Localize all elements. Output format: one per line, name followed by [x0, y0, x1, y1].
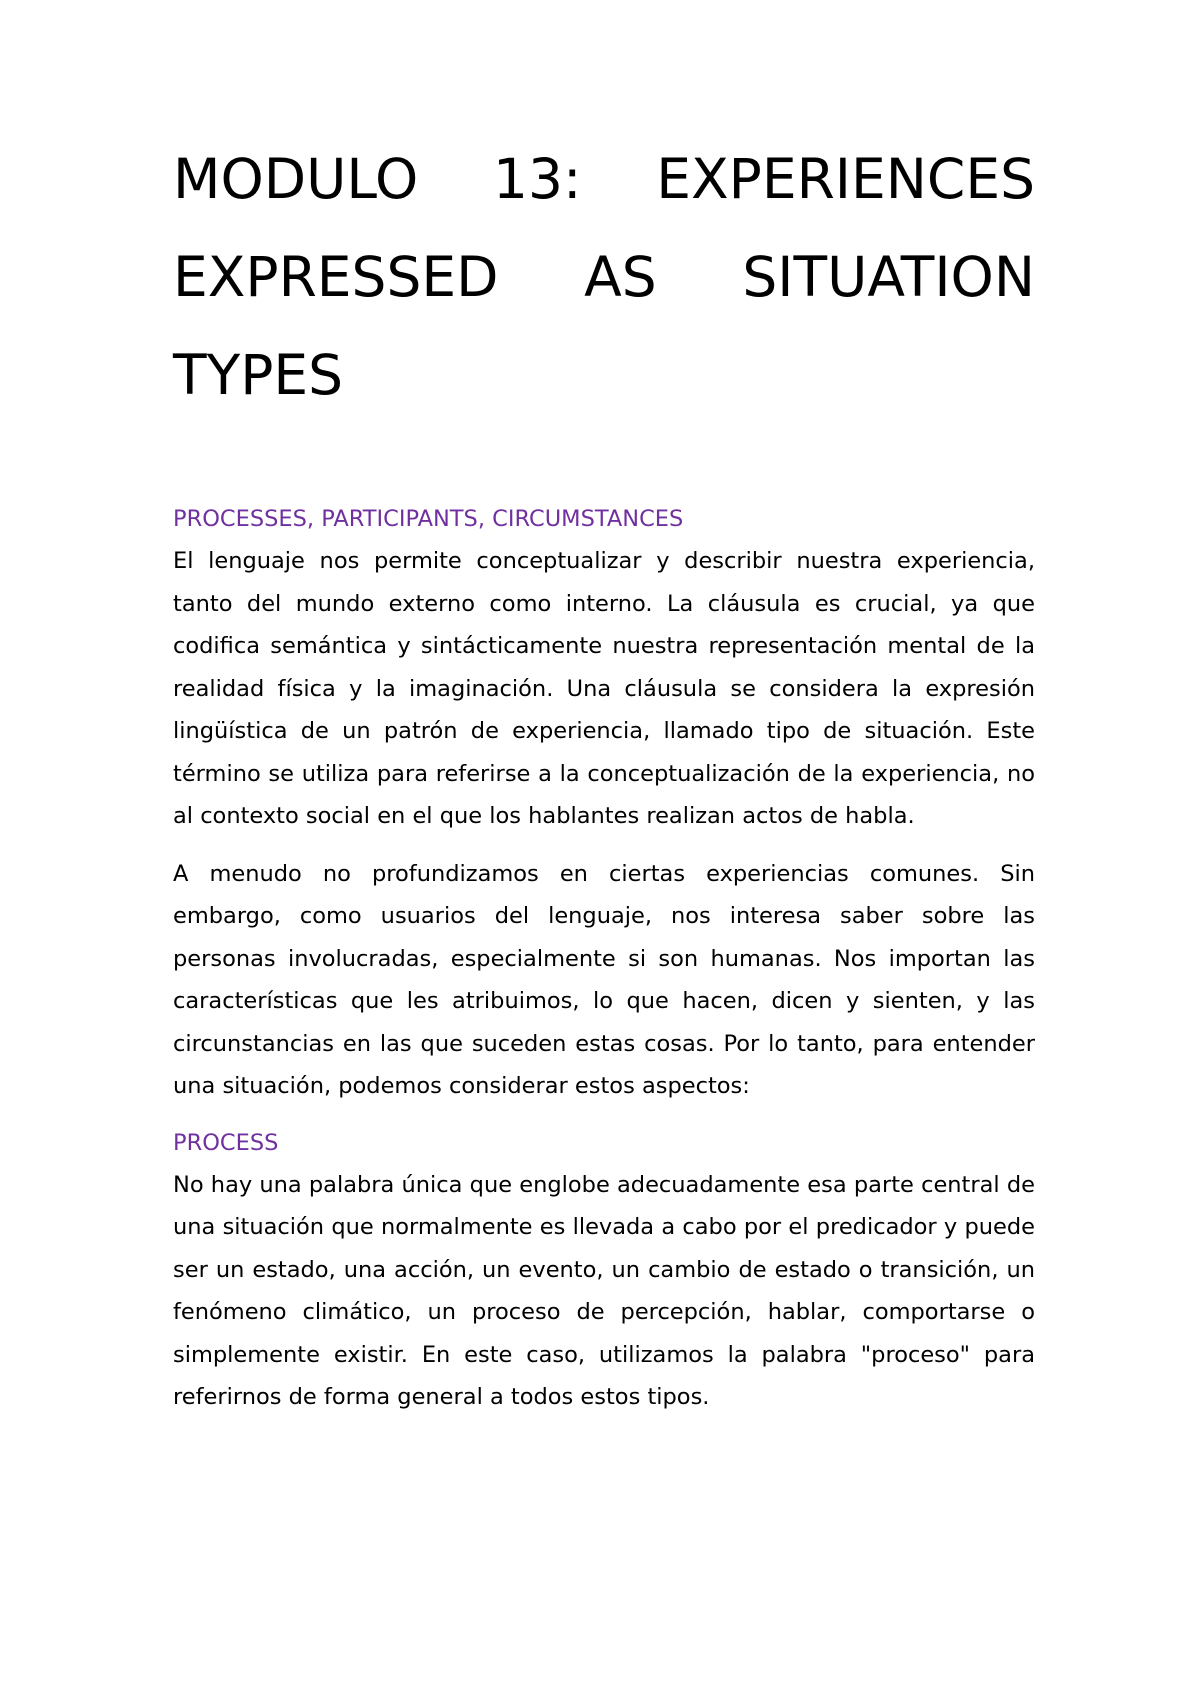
document-page — [173, 130, 1035, 1419]
paragraph-aspects: A menudo no profundizamos en ciertas experiencias comunes. Sin embargo, como usuarios del lenguaje, nos interesa saber sobre las personas involucradas, especialmente si son humanas. Nos importan las características que les atribuimos, lo que hacen, dicen y sienten, y las circunstancias en las que suceden estas cosas. Por lo tanto, para entender una situación, podemos considerar estos aspectos: — [173, 860, 1035, 1099]
section-heading-processes: PROCESSES, PARTICIPANTS, CIRCUMSTANCES — [173, 506, 684, 532]
paragraph-intro: El lenguaje nos permite conceptualizar y describir nuestra experiencia, tanto del mundo externo como interno. La cláusula es crucial, ya que codifica semántica y sintácticamente nuestra representación mental de la realidad física y la imaginación. Una cláusula se considera la expresión lingüística de un patrón de experiencia, llamado tipo de situación. Este término se utiliza para referirse a la conceptualización de la experiencia, no al contexto social en el que los hablantes realizan actos de habla. — [173, 548, 1035, 829]
document-title: MODULO 13: EXPERIENCES EXPRESSED AS SITUATION TYPES — [173, 147, 1035, 407]
section-heading-process: PROCESS — [173, 1129, 279, 1156]
paragraph-process: No hay una palabra única que englobe adecuadamente esa parte central de una situación que normalmente es llevada a cabo por el predicador y puede ser un estado, una acción, un evento, un cambio de estado o transición, un fenómeno climático, un proceso de percepción, hablar, comportarse o simplemente existir. En este caso, utilizamos la palabra "proceso" para referirnos de forma general a todos estos tipos. — [173, 1171, 1035, 1410]
